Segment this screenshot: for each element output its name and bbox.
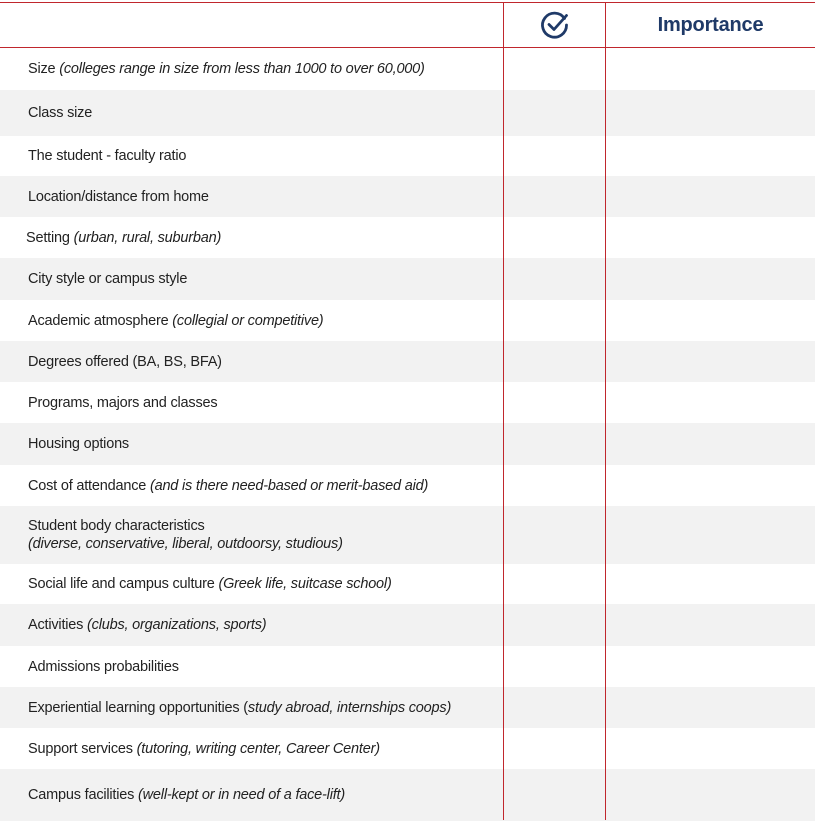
criterion-label: Social life and campus culture	[28, 576, 219, 592]
criterion-label: Activities	[28, 617, 88, 633]
criterion-cell	[0, 477, 503, 495]
table-row	[0, 341, 815, 382]
criterion-cell	[0, 658, 503, 676]
table-row	[0, 90, 815, 136]
criterion-cell	[0, 188, 503, 206]
criterion-cell	[0, 353, 503, 371]
table-row	[0, 465, 815, 506]
criterion-label: Student body characteristics	[28, 518, 205, 534]
criterion-note: (diverse, conservative, liberal, outdoorsy, studious)	[28, 536, 343, 552]
table-header	[0, 3, 815, 48]
table-row	[0, 769, 815, 821]
criterion-label: Class size	[28, 105, 93, 121]
table-row	[0, 728, 815, 769]
table-row	[0, 506, 815, 564]
criterion-cell	[0, 435, 503, 453]
criterion-note: (colleges range in size from less than 1000 to over 60,000)	[59, 61, 425, 77]
criterion-cell	[0, 616, 503, 634]
criterion-label: The student - faculty ratio	[28, 148, 187, 164]
criterion-cell	[0, 104, 503, 122]
check-column-header	[504, 3, 605, 47]
criterion-label: Cost of attendance	[28, 477, 150, 494]
criterion-label: Support services	[28, 740, 137, 757]
table-row	[0, 300, 815, 341]
table-row	[0, 564, 815, 604]
criterion-note: (clubs, organizations, sports)	[87, 617, 267, 633]
criterion-note: (well-kept or in need of a face-lift)	[138, 787, 346, 803]
table-row	[0, 217, 815, 258]
criterion-cell	[0, 575, 503, 593]
criterion-label: Admissions probabilities	[28, 658, 179, 675]
criterion-cell	[0, 312, 503, 330]
criterion-cell	[0, 786, 503, 804]
importance-column-header: Importance	[657, 13, 764, 36]
criterion-label: Setting	[26, 229, 74, 246]
table-row	[0, 382, 815, 423]
college-comparison-table	[0, 2, 815, 821]
criterion-note: (Greek life, suitcase school)	[218, 576, 392, 592]
criterion-cell	[0, 229, 503, 247]
criterion-cell	[0, 60, 503, 78]
table-row	[0, 136, 815, 176]
criterion-note: (collegial or competitive)	[172, 312, 324, 329]
criterion-note: (urban, rural, suburban)	[73, 229, 222, 246]
criterion-label: Experiential learning opportunities (	[28, 699, 248, 716]
column-divider-check	[503, 3, 504, 820]
criterion-cell	[0, 147, 503, 165]
criterion-note: (and is there need-based or merit-based aid)	[149, 477, 429, 494]
table-row	[0, 423, 815, 465]
table-row	[0, 687, 815, 728]
table-row	[0, 176, 815, 217]
criterion-cell	[0, 270, 503, 288]
criterion-label: Location/distance from home	[28, 188, 209, 205]
criterion-label: Size	[28, 61, 60, 77]
criterion-label: Housing options	[28, 436, 129, 452]
table-row	[0, 604, 815, 646]
criterion-label: Campus facilities	[28, 787, 139, 803]
table-row	[0, 48, 815, 90]
table-row	[0, 258, 815, 300]
criterion-note: study abroad, internships coops)	[247, 699, 452, 716]
criterion-cell	[0, 394, 503, 412]
criterion-cell	[0, 517, 503, 553]
criterion-label: Programs, majors and classes	[28, 394, 218, 411]
criterion-cell	[0, 699, 503, 717]
criterion-label: City style or campus style	[28, 271, 188, 287]
table-row	[0, 646, 815, 687]
check-circle-icon	[539, 9, 571, 41]
column-divider-importance	[605, 3, 606, 820]
criterion-note: (tutoring, writing center, Career Center)	[136, 740, 380, 757]
criterion-label: Academic atmosphere	[28, 312, 173, 329]
criterion-cell	[0, 740, 503, 758]
criterion-label: Degrees offered (BA, BS, BFA)	[28, 353, 222, 370]
